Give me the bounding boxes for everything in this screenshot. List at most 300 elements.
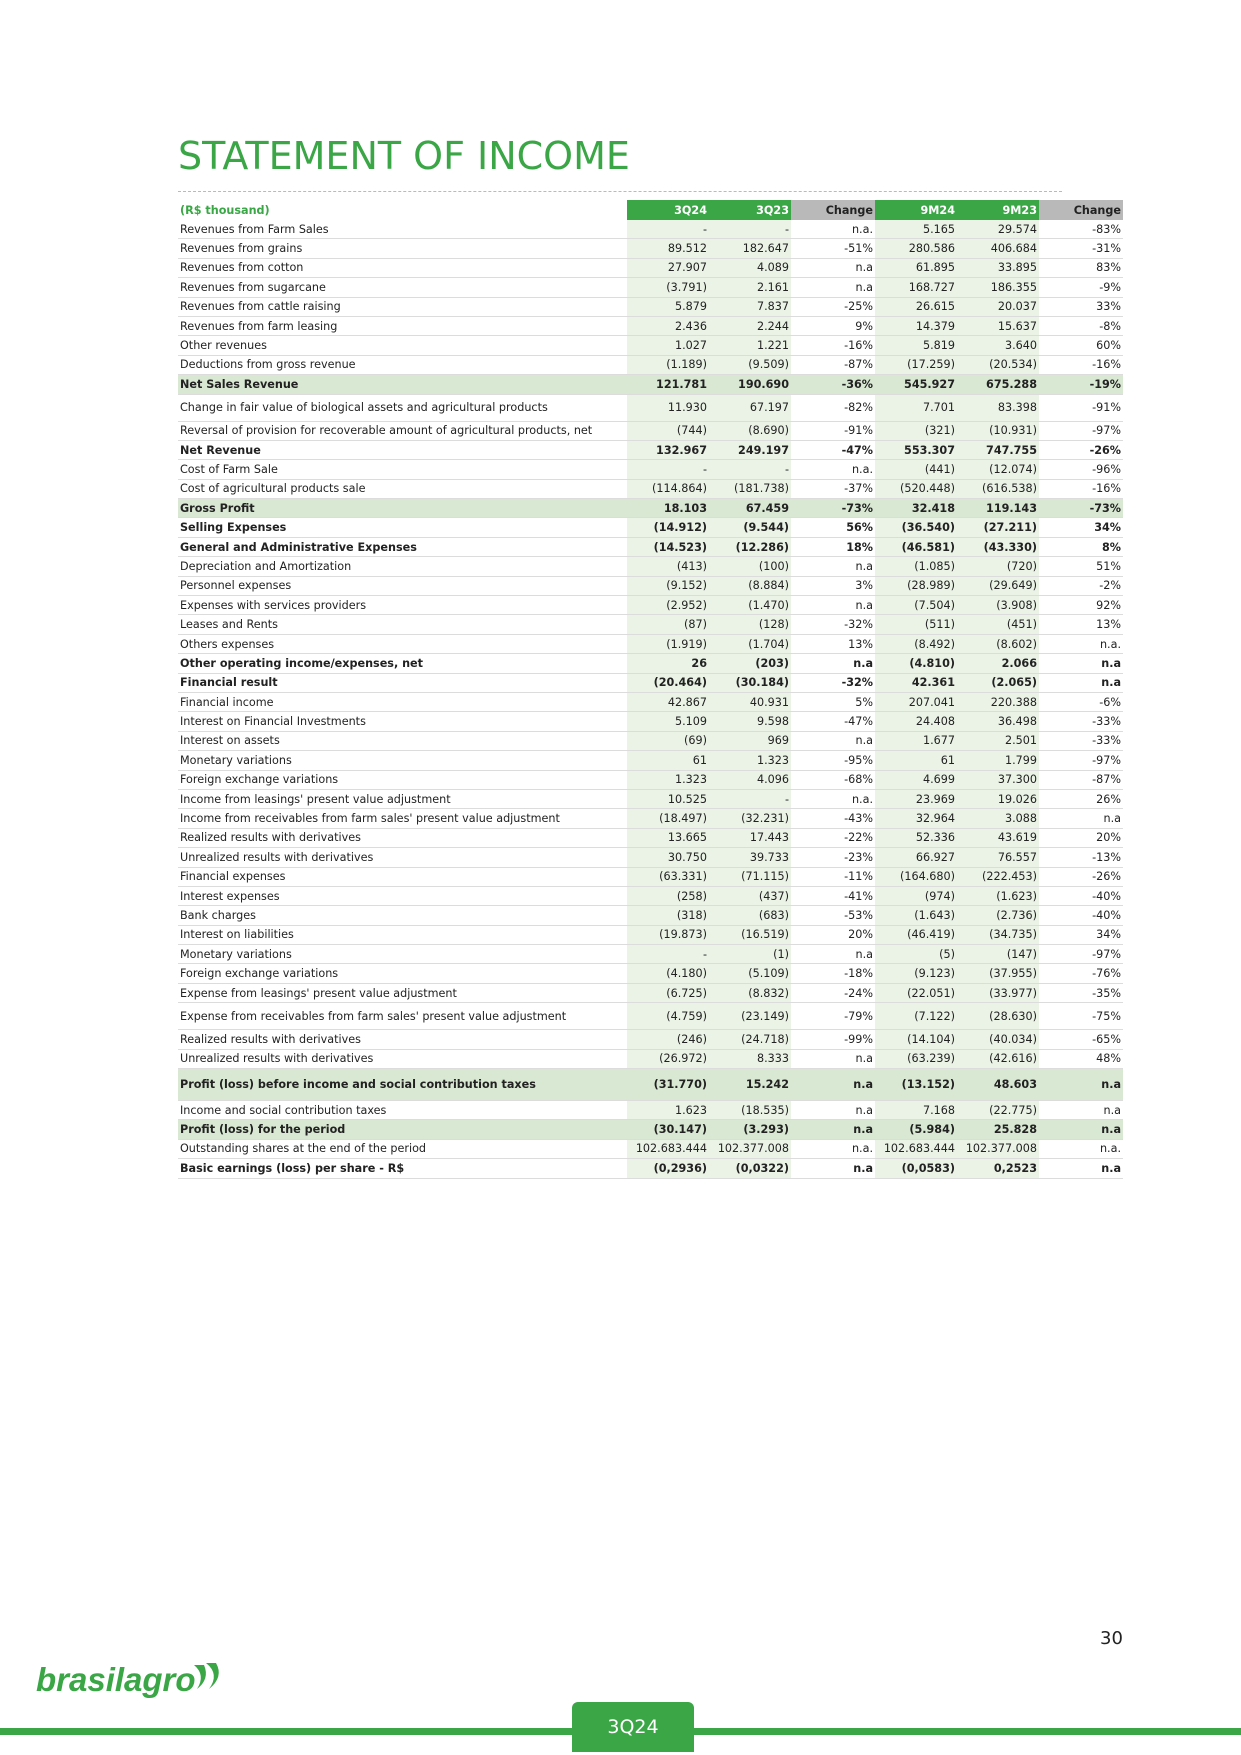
value-3q23: 2.244	[709, 316, 791, 335]
value-3q23: 1.323	[709, 751, 791, 770]
change-ytd: n.a	[1039, 1159, 1123, 1178]
value-3q24: (744)	[627, 421, 709, 440]
value-3q23: -	[709, 460, 791, 479]
value-9m23: 20.037	[957, 297, 1039, 316]
change-ytd: 60%	[1039, 336, 1123, 355]
value-3q24: 121.781	[627, 375, 709, 394]
value-3q23: -	[709, 220, 791, 239]
value-9m24: 42.361	[875, 673, 957, 692]
value-3q24: (114.864)	[627, 479, 709, 498]
value-3q24: 42.867	[627, 692, 709, 711]
change-ytd: n.a.	[1039, 634, 1123, 653]
table-row	[178, 1030, 1123, 1049]
value-3q24: 13.665	[627, 828, 709, 847]
header-change-ytd: Change	[1039, 200, 1123, 220]
value-3q24: (14.523)	[627, 537, 709, 556]
value-3q24: (0,2936)	[627, 1159, 709, 1178]
value-3q23: (0,0322)	[709, 1159, 791, 1178]
change-ytd: -76%	[1039, 964, 1123, 983]
value-3q24: 11.930	[627, 394, 709, 421]
value-9m24: 102.683.444	[875, 1139, 957, 1158]
table-row	[178, 1069, 1123, 1101]
table-row	[178, 1120, 1123, 1139]
value-3q23: (203)	[709, 654, 791, 673]
row-label: Revenues from sugarcane	[178, 278, 627, 297]
table-row	[178, 297, 1123, 316]
row-label: Cost of agricultural products sale	[178, 479, 627, 498]
change-quarter: -95%	[791, 751, 875, 770]
change-quarter: n.a	[791, 1069, 875, 1101]
row-label: Financial income	[178, 692, 627, 711]
change-quarter: n.a	[791, 557, 875, 576]
change-quarter: -16%	[791, 336, 875, 355]
table-row	[178, 615, 1123, 634]
value-3q23: (181.738)	[709, 479, 791, 498]
change-quarter: 9%	[791, 316, 875, 335]
change-quarter: -41%	[791, 886, 875, 905]
row-label: Realized results with derivatives	[178, 1030, 627, 1049]
table-row	[178, 278, 1123, 297]
value-9m23: (43.330)	[957, 537, 1039, 556]
page-title: STATEMENT OF INCOME	[178, 134, 630, 178]
value-9m23: (22.775)	[957, 1101, 1039, 1120]
value-9m24: (520.448)	[875, 479, 957, 498]
row-label: Reversal of provision for recoverable amount of agricultural products, net	[178, 421, 627, 440]
table-row	[178, 440, 1123, 459]
value-9m24: (1.643)	[875, 906, 957, 925]
table-row	[178, 673, 1123, 692]
value-3q23: (23.149)	[709, 1003, 791, 1030]
value-3q23: (9.544)	[709, 518, 791, 537]
table-row	[178, 537, 1123, 556]
value-9m23: (10.931)	[957, 421, 1039, 440]
table-row	[178, 789, 1123, 808]
value-3q24: (413)	[627, 557, 709, 576]
row-label: Revenues from cotton	[178, 258, 627, 277]
row-label: Basic earnings (loss) per share - R$	[178, 1159, 627, 1178]
value-9m24: 23.969	[875, 789, 957, 808]
row-label: Change in fair value of biological assets and agricultural products	[178, 394, 627, 421]
change-quarter: -68%	[791, 770, 875, 789]
row-label: Expense from leasings' present value adjustment	[178, 983, 627, 1002]
header-3q24: 3Q24	[627, 200, 709, 220]
value-3q23: (8.884)	[709, 576, 791, 595]
row-label: Interest on assets	[178, 731, 627, 750]
value-3q24: (258)	[627, 886, 709, 905]
value-3q23: (8.690)	[709, 421, 791, 440]
row-label: Personnel expenses	[178, 576, 627, 595]
row-label: Bank charges	[178, 906, 627, 925]
page-number: 30	[1100, 1628, 1123, 1649]
change-quarter: -73%	[791, 499, 875, 518]
table-row	[178, 945, 1123, 964]
value-9m24: (321)	[875, 421, 957, 440]
value-9m24: (28.989)	[875, 576, 957, 595]
value-3q23: (71.115)	[709, 867, 791, 886]
change-quarter: -22%	[791, 828, 875, 847]
change-quarter: n.a	[791, 654, 875, 673]
value-9m24: (0,0583)	[875, 1159, 957, 1178]
change-ytd: 13%	[1039, 615, 1123, 634]
value-3q24: 18.103	[627, 499, 709, 518]
value-3q24: (6.725)	[627, 983, 709, 1002]
row-label: Interest expenses	[178, 886, 627, 905]
value-3q24: 132.967	[627, 440, 709, 459]
row-label: Unrealized results with derivatives	[178, 848, 627, 867]
row-label: Revenues from farm leasing	[178, 316, 627, 335]
value-9m23: (451)	[957, 615, 1039, 634]
value-9m23: 675.288	[957, 375, 1039, 394]
value-3q24: 61	[627, 751, 709, 770]
change-ytd: -91%	[1039, 394, 1123, 421]
change-ytd: -2%	[1039, 576, 1123, 595]
value-9m23: 29.574	[957, 220, 1039, 239]
value-3q23: 17.443	[709, 828, 791, 847]
value-9m24: 32.418	[875, 499, 957, 518]
table-row	[178, 239, 1123, 258]
value-3q24: (20.464)	[627, 673, 709, 692]
change-ytd: -97%	[1039, 751, 1123, 770]
change-quarter: -79%	[791, 1003, 875, 1030]
value-3q24: -	[627, 945, 709, 964]
change-quarter: 20%	[791, 925, 875, 944]
row-label: Foreign exchange variations	[178, 964, 627, 983]
table-row	[178, 336, 1123, 355]
value-9m23: (147)	[957, 945, 1039, 964]
value-3q24: (87)	[627, 615, 709, 634]
value-9m23: 83.398	[957, 394, 1039, 421]
value-3q23: 190.690	[709, 375, 791, 394]
table-row	[178, 634, 1123, 653]
change-quarter: -53%	[791, 906, 875, 925]
value-3q24: (3.791)	[627, 278, 709, 297]
row-label: General and Administrative Expenses	[178, 537, 627, 556]
table-row	[178, 460, 1123, 479]
value-9m23: (37.955)	[957, 964, 1039, 983]
change-quarter: 13%	[791, 634, 875, 653]
value-3q24: -	[627, 220, 709, 239]
value-9m23: (616.538)	[957, 479, 1039, 498]
row-label: Expense from receivables from farm sales' present value adjustment	[178, 1003, 627, 1030]
table-row	[178, 499, 1123, 518]
value-9m23: (40.034)	[957, 1030, 1039, 1049]
table-row	[178, 751, 1123, 770]
change-ytd: -97%	[1039, 945, 1123, 964]
row-label: Monetary variations	[178, 751, 627, 770]
change-ytd: 48%	[1039, 1049, 1123, 1068]
value-3q23: (3.293)	[709, 1120, 791, 1139]
table-row	[178, 518, 1123, 537]
logo-wordmark: brasilagro	[36, 1661, 196, 1698]
table-row	[178, 394, 1123, 421]
change-quarter: -32%	[791, 615, 875, 634]
value-3q24: 1.027	[627, 336, 709, 355]
brasilagro-logo	[34, 1655, 224, 1705]
row-label: Cost of Farm Sale	[178, 460, 627, 479]
table-row	[178, 906, 1123, 925]
value-3q23: (18.535)	[709, 1101, 791, 1120]
change-ytd: -75%	[1039, 1003, 1123, 1030]
row-label: Expenses with services providers	[178, 596, 627, 615]
table-row	[178, 848, 1123, 867]
change-ytd: n.a	[1039, 673, 1123, 692]
value-9m23: (2.065)	[957, 673, 1039, 692]
row-label: Other operating income/expenses, net	[178, 654, 627, 673]
value-9m24: 5.165	[875, 220, 957, 239]
value-3q24: 89.512	[627, 239, 709, 258]
value-3q23: 67.459	[709, 499, 791, 518]
value-9m23: 3.640	[957, 336, 1039, 355]
table-row	[178, 1003, 1123, 1030]
value-3q23: (32.231)	[709, 809, 791, 828]
value-3q23: 4.089	[709, 258, 791, 277]
change-ytd: 33%	[1039, 297, 1123, 316]
value-9m23: (2.736)	[957, 906, 1039, 925]
row-label: Foreign exchange variations	[178, 770, 627, 789]
value-9m23: 37.300	[957, 770, 1039, 789]
table-row	[178, 886, 1123, 905]
change-ytd: n.a	[1039, 654, 1123, 673]
change-ytd: -96%	[1039, 460, 1123, 479]
value-3q24: (318)	[627, 906, 709, 925]
value-9m23: (720)	[957, 557, 1039, 576]
value-3q23: 969	[709, 731, 791, 750]
value-9m23: 119.143	[957, 499, 1039, 518]
change-quarter: n.a.	[791, 220, 875, 239]
value-9m24: (8.492)	[875, 634, 957, 653]
change-ytd: -65%	[1039, 1030, 1123, 1049]
change-quarter: -99%	[791, 1030, 875, 1049]
row-label: Other revenues	[178, 336, 627, 355]
value-9m23: 3.088	[957, 809, 1039, 828]
value-9m23: (34.735)	[957, 925, 1039, 944]
value-9m23: 19.026	[957, 789, 1039, 808]
value-3q24: (1.919)	[627, 634, 709, 653]
value-3q23: 102.377.008	[709, 1139, 791, 1158]
value-9m24: (1.085)	[875, 557, 957, 576]
change-quarter: -32%	[791, 673, 875, 692]
change-quarter: -36%	[791, 375, 875, 394]
value-3q24: (9.152)	[627, 576, 709, 595]
value-3q23: (16.519)	[709, 925, 791, 944]
change-quarter: -25%	[791, 297, 875, 316]
value-3q23: (683)	[709, 906, 791, 925]
value-9m24: 14.379	[875, 316, 957, 335]
value-9m23: 406.684	[957, 239, 1039, 258]
change-quarter: -18%	[791, 964, 875, 983]
value-9m24: (5.984)	[875, 1120, 957, 1139]
value-9m24: (22.051)	[875, 983, 957, 1002]
value-3q23: (24.718)	[709, 1030, 791, 1049]
value-9m23: 76.557	[957, 848, 1039, 867]
table-row	[178, 316, 1123, 335]
change-ytd: -40%	[1039, 886, 1123, 905]
value-3q23: (100)	[709, 557, 791, 576]
change-ytd: -26%	[1039, 440, 1123, 459]
change-quarter: -24%	[791, 983, 875, 1002]
value-3q23: -	[709, 789, 791, 808]
value-9m24: 66.927	[875, 848, 957, 867]
value-3q24: -	[627, 460, 709, 479]
change-ytd: n.a	[1039, 1069, 1123, 1101]
change-quarter: 18%	[791, 537, 875, 556]
row-label: Financial expenses	[178, 867, 627, 886]
table-row	[178, 731, 1123, 750]
change-quarter: -87%	[791, 355, 875, 374]
value-3q24: (26.972)	[627, 1049, 709, 1068]
row-label: Net Sales Revenue	[178, 375, 627, 394]
change-quarter: n.a	[791, 1120, 875, 1139]
value-9m23: (222.453)	[957, 867, 1039, 886]
table-row	[178, 712, 1123, 731]
row-label: Interest on liabilities	[178, 925, 627, 944]
change-ytd: 8%	[1039, 537, 1123, 556]
row-label: Realized results with derivatives	[178, 828, 627, 847]
table-row	[178, 220, 1123, 239]
value-9m24: 1.677	[875, 731, 957, 750]
header-9m24: 9M24	[875, 200, 957, 220]
value-3q24: 2.436	[627, 316, 709, 335]
title-divider	[178, 191, 1062, 192]
row-label: Monetary variations	[178, 945, 627, 964]
value-9m24: (5)	[875, 945, 957, 964]
value-3q23: 4.096	[709, 770, 791, 789]
change-quarter: -23%	[791, 848, 875, 867]
change-quarter: -82%	[791, 394, 875, 421]
change-ytd: 92%	[1039, 596, 1123, 615]
value-3q23: (1)	[709, 945, 791, 964]
change-ytd: -13%	[1039, 848, 1123, 867]
value-9m24: (511)	[875, 615, 957, 634]
value-9m23: 43.619	[957, 828, 1039, 847]
value-3q24: 10.525	[627, 789, 709, 808]
value-9m23: 48.603	[957, 1069, 1039, 1101]
change-ytd: -40%	[1039, 906, 1123, 925]
table-row	[178, 1159, 1123, 1178]
table-row	[178, 258, 1123, 277]
change-quarter: n.a.	[791, 1139, 875, 1158]
change-ytd: n.a.	[1039, 1139, 1123, 1158]
value-3q24: 102.683.444	[627, 1139, 709, 1158]
change-ytd: n.a	[1039, 1120, 1123, 1139]
value-9m23: 0,2523	[957, 1159, 1039, 1178]
change-ytd: -35%	[1039, 983, 1123, 1002]
value-9m24: (46.419)	[875, 925, 957, 944]
value-9m24: (14.104)	[875, 1030, 957, 1049]
value-3q23: 9.598	[709, 712, 791, 731]
table-body	[178, 220, 1123, 1178]
change-ytd: 83%	[1039, 258, 1123, 277]
row-label: Unrealized results with derivatives	[178, 1049, 627, 1068]
value-3q23: 8.333	[709, 1049, 791, 1068]
value-9m23: 15.637	[957, 316, 1039, 335]
value-9m24: 553.307	[875, 440, 957, 459]
value-9m23: 220.388	[957, 692, 1039, 711]
value-9m24: (46.581)	[875, 537, 957, 556]
value-9m23: (1.623)	[957, 886, 1039, 905]
value-9m24: 545.927	[875, 375, 957, 394]
change-quarter: n.a.	[791, 460, 875, 479]
change-ytd: 34%	[1039, 518, 1123, 537]
change-quarter: n.a	[791, 596, 875, 615]
table-row	[178, 964, 1123, 983]
change-quarter: -51%	[791, 239, 875, 258]
value-9m23: (12.074)	[957, 460, 1039, 479]
table-row	[178, 479, 1123, 498]
change-quarter: 3%	[791, 576, 875, 595]
table-row	[178, 867, 1123, 886]
value-3q23: 40.931	[709, 692, 791, 711]
row-label: Gross Profit	[178, 499, 627, 518]
change-quarter: -37%	[791, 479, 875, 498]
value-9m24: (7.122)	[875, 1003, 957, 1030]
row-label: Net Revenue	[178, 440, 627, 459]
change-quarter: n.a	[791, 1159, 875, 1178]
table-row	[178, 1049, 1123, 1068]
value-3q24: (2.952)	[627, 596, 709, 615]
value-9m24: 4.699	[875, 770, 957, 789]
value-9m23: (29.649)	[957, 576, 1039, 595]
value-9m24: 52.336	[875, 828, 957, 847]
header-change-quarter: Change	[791, 200, 875, 220]
value-3q23: (128)	[709, 615, 791, 634]
income-statement-table	[178, 200, 1123, 1179]
table-row	[178, 355, 1123, 374]
value-9m24: (63.239)	[875, 1049, 957, 1068]
value-3q24: (4.759)	[627, 1003, 709, 1030]
table-row	[178, 692, 1123, 711]
change-ytd: -87%	[1039, 770, 1123, 789]
value-9m24: 7.701	[875, 394, 957, 421]
value-9m23: 102.377.008	[957, 1139, 1039, 1158]
value-3q24: 5.879	[627, 297, 709, 316]
value-9m23: (27.211)	[957, 518, 1039, 537]
change-quarter: n.a	[791, 1049, 875, 1068]
value-3q24: 30.750	[627, 848, 709, 867]
value-3q23: 2.161	[709, 278, 791, 297]
row-label: Profit (loss) before income and social contribution taxes	[178, 1069, 627, 1101]
change-quarter: -47%	[791, 712, 875, 731]
value-9m24: 7.168	[875, 1101, 957, 1120]
table-row	[178, 557, 1123, 576]
value-3q24: 26	[627, 654, 709, 673]
change-ytd: -9%	[1039, 278, 1123, 297]
change-ytd: -19%	[1039, 375, 1123, 394]
value-3q23: 249.197	[709, 440, 791, 459]
table-row	[178, 983, 1123, 1002]
value-9m24: (13.152)	[875, 1069, 957, 1101]
value-9m24: (164.680)	[875, 867, 957, 886]
value-3q24: (14.912)	[627, 518, 709, 537]
value-9m24: (441)	[875, 460, 957, 479]
value-3q24: (19.873)	[627, 925, 709, 944]
change-quarter: -43%	[791, 809, 875, 828]
change-quarter: n.a.	[791, 789, 875, 808]
change-quarter: n.a	[791, 731, 875, 750]
value-3q24: (18.497)	[627, 809, 709, 828]
row-label: Interest on Financial Investments	[178, 712, 627, 731]
value-9m23: (3.908)	[957, 596, 1039, 615]
table-row	[178, 576, 1123, 595]
change-ytd: -33%	[1039, 731, 1123, 750]
change-quarter: -11%	[791, 867, 875, 886]
table-row	[178, 1139, 1123, 1158]
value-3q23: (9.509)	[709, 355, 791, 374]
value-9m24: 168.727	[875, 278, 957, 297]
change-quarter: 5%	[791, 692, 875, 711]
change-quarter: n.a	[791, 278, 875, 297]
table-row	[178, 375, 1123, 394]
